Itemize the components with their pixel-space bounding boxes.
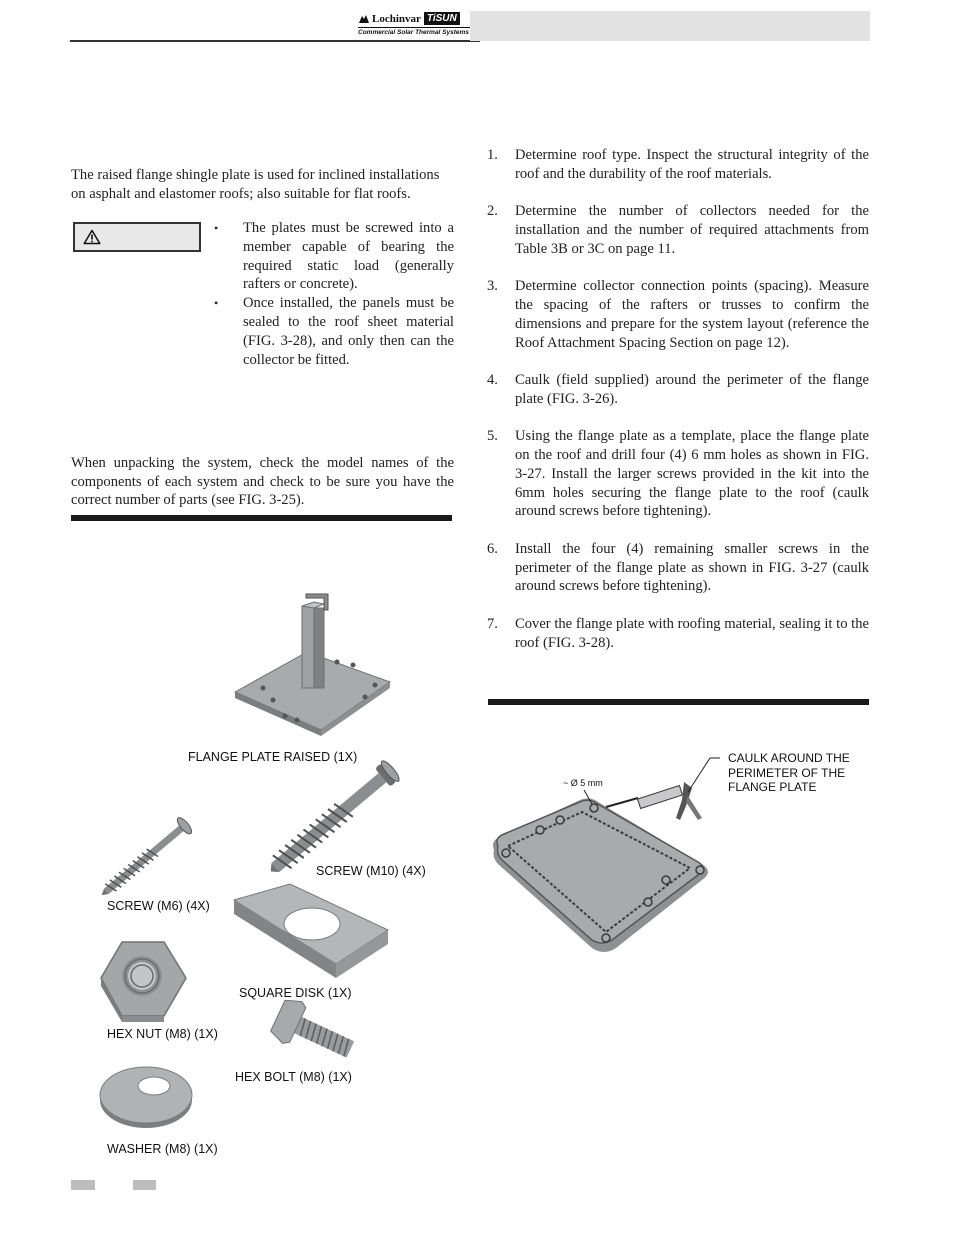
- step-item: 4. Caulk (field supplied) around the perimeter of the flange plate (FIG. 3-26).: [487, 371, 869, 407]
- step-item: 6. Install the four (4) remaining smaller screws in the perimeter of the flange plate as shown in FIG. 3-27 (caulk around screws before tightening).: [487, 540, 869, 595]
- lochinvar-logo-mark-icon: [358, 13, 370, 25]
- flange-plate-raised-illustration: [225, 590, 400, 740]
- label-screw-m6: SCREW (M6) (4X): [107, 899, 210, 913]
- figure-25-header-bar: [71, 515, 452, 521]
- step-item: 3. Determine collector connection points (spacing). Measure the spacing of the rafters or trusses to confirm the dimensions and prepare for the system layout (reference the Roof Attachment Spacing Section on page 12).: [487, 278, 869, 351]
- step-item: 1. Determine roof type. Inspect the structural integrity of the roof and the durability of the roof materials.: [487, 147, 869, 182]
- label-hex-bolt: HEX BOLT (M8) (1X): [235, 1070, 352, 1084]
- hex-nut-illustration: [98, 938, 190, 1024]
- warning-triangle-icon: [83, 229, 101, 245]
- logo-tagline: Commercial Solar Thermal Systems: [358, 29, 469, 36]
- step-item: 2. Determine the number of collectors needed for the installation and the number of required attachments from Table 3B or 3C on page 11.: [487, 203, 869, 257]
- dimension-leader-line: [578, 788, 598, 808]
- warning-bullet: • The plates must be screwed into a member capable of bearing the required static load (generally rafters or concrete).: [214, 220, 454, 293]
- step-item: 5. Using the flange plate as a template, place the flange plate on the roof and drill four (4) 6 mm holes as shown in FIG. 3-27. Install the larger screws provided in the kit into the 6mm holes securing the flange plate to the roof (caulk around screws before tightening).: [487, 428, 869, 520]
- figure-26-header-bar: [488, 699, 869, 705]
- label-washer: WASHER (M8) (1X): [107, 1142, 218, 1156]
- intro-paragraph: The raised flange shingle plate is used for inclined installations on asphalt and elastomer roofs; also suitable for flat roofs.: [71, 167, 440, 202]
- warning-bullets: [214, 219, 454, 369]
- hole-diameter-label: ~ Ø 5 mm: [563, 778, 603, 788]
- step-item: 7. Cover the flange plate with roofing material, sealing it to the roof (FIG. 3-28).: [487, 615, 869, 651]
- warning-box: [73, 222, 201, 252]
- logo-name: Lochinvar: [372, 12, 421, 25]
- label-square-disk: SQUARE DISK (1X): [239, 986, 352, 1000]
- screw-m6-illustration: [88, 810, 208, 905]
- square-disk-illustration: [228, 880, 396, 982]
- installation-steps: [487, 146, 869, 671]
- label-hex-nut: HEX NUT (M8) (1X): [107, 1027, 218, 1041]
- footer-tab-right: [133, 1180, 156, 1190]
- label-flange-plate: FLANGE PLATE RAISED (1X): [188, 750, 358, 764]
- flange-plate-caulk-illustration: [488, 780, 728, 960]
- warning-bullet: • Once installed, the panels must be sealed to the roof sheet material (FIG. 3-28), and only then can the collector be fitted.: [214, 295, 454, 368]
- header-rule: [70, 40, 480, 42]
- callout-leader-line: [680, 756, 730, 796]
- footer-tab-left: [71, 1180, 95, 1190]
- washer-illustration: [98, 1060, 198, 1130]
- label-screw-m10: SCREW (M10) (4X): [316, 864, 426, 878]
- unpack-paragraph: When unpacking the system, check the model names of the components of each system and check to be sure you have the correct number of parts (see FIG. 3-25).: [71, 455, 454, 509]
- caulk-callout-label: CAULK AROUND THE PERIMETER OF THE FLANGE PLATE: [728, 751, 850, 794]
- brand-logo: [358, 10, 470, 40]
- hex-bolt-illustration: [270, 1000, 360, 1066]
- header-band: [470, 11, 870, 41]
- logo-brand: TiSUN: [424, 12, 460, 25]
